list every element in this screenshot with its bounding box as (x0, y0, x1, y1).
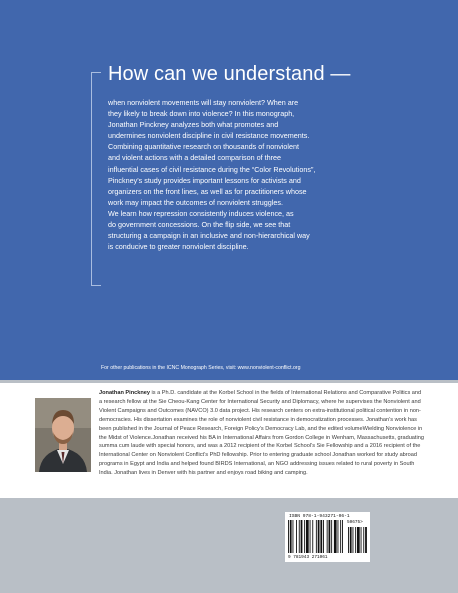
author-photo (35, 398, 91, 472)
blurb-line: We learn how repression consistently induces violence, as (108, 208, 294, 218)
blurb-line: when nonviolent movements will stay nonviolent? When are (108, 98, 299, 107)
barcode-addon-bar (363, 527, 364, 553)
blurb-line: undermines nonviolent discipline in civil resistance movements. (108, 131, 310, 141)
barcode-bar (331, 520, 332, 553)
barcode-bar (299, 520, 300, 553)
blurb-line: organizers on the front lines, as well as for practitioners whose (108, 186, 307, 196)
barcode-addon-bar (361, 527, 362, 553)
author-portrait-icon (35, 398, 91, 472)
blurb-line: influential cases of civil resistance during the “Color Revolutions”, (108, 164, 316, 174)
barcode-bar (290, 520, 292, 553)
blurb-line: they likely to break down into violence? In this monograph, (108, 109, 295, 119)
barcode-bar (306, 520, 309, 553)
blurb-line: work may impact the outcomes of nonviolent struggles. (108, 197, 283, 207)
blurb-line: structuring a campaign in an inclusive and non-hierarchical way (108, 231, 310, 241)
barcode-bar (323, 520, 324, 553)
blurb-line: is conducive to greater nonviolent discipline. (108, 242, 249, 252)
barcode-digits: 9 781943 271061 (288, 555, 328, 560)
cover-heading: How can we understand — (108, 63, 351, 85)
barcode-bar (340, 520, 341, 553)
barcode-bar (316, 520, 317, 553)
barcode (285, 512, 370, 562)
barcode-bar (329, 520, 331, 553)
blurb-line: do government concessions. On the flip side, we see that (108, 220, 291, 230)
barcode-bar (327, 520, 328, 553)
blurb-line: and violent actions with a detailed comparison of three (108, 153, 282, 163)
barcode-bar (312, 520, 313, 553)
barcode-addon-bar (353, 527, 354, 553)
author-bio (99, 389, 424, 478)
barcode-bar (293, 520, 294, 553)
barcode-addon-bar (350, 527, 352, 553)
barcode-bar (320, 520, 322, 553)
blurb (108, 97, 360, 252)
barcode-addon-bar (348, 527, 349, 553)
barcode-bar (334, 520, 337, 553)
barcode-bar (296, 520, 297, 553)
publications-note: For other publications in the ICNC Monograph Series, visit: www.nonviolent-conflict.org (101, 365, 301, 371)
barcode-bar (310, 520, 311, 553)
barcode-addon-bar (355, 527, 356, 553)
barcode-bar (342, 520, 343, 553)
barcode-addon-bar (357, 527, 360, 553)
barcode-addon-bar (365, 527, 367, 553)
barcode-bar (338, 520, 339, 553)
quote-bracket (91, 72, 101, 286)
author-name: Jonathan Pinckney (99, 390, 150, 396)
barcode-bars-icon (288, 520, 368, 554)
isbn-label: ISBN 978-1-943271-06-1 (289, 514, 350, 519)
barcode-bar (304, 520, 305, 553)
barcode-bar (288, 520, 289, 553)
blurb-line: Jonathan Pinckney analyzes both what promotes and (108, 120, 279, 130)
blurb-line: Pinckney’s study provides important lessons for activists and (108, 175, 301, 185)
barcode-addon: 50675> (347, 520, 363, 525)
barcode-bar (318, 520, 320, 553)
blurb-line: Combining quantitative research on thousands of nonviolent (108, 142, 299, 152)
author-bio-text: is a Ph.D. candidate at the Korbel School in the fields of International Relations and Comparative Politics and a research fellow at the Sie Cheou-Kang Center for International Security and Diplomacy, where he supervises the Nonviolent and Violent Campaigns and Outcomes (NAVCO) 3.0 data project. His research centers on extra-institutional political contention in non-democracies. His dissertation examines the role of nonviolent civil resistance in democratization processes. Jonathan’s work has been published in the Journal of Peace Research, Foreign Policy’s Democracy Lab, and the edited volumeWielding Nonviolence in the Midst of Violence.Jonathan received his BA in International Affairs from Gordon College in Wenham, Massachusetts, graduating summa cum laude with special honors, and was a 2012 recipient of the Korbel School’s Sie Fellowship and a 2016 recipient of the International Center on Nonviolent Conflict’s PhD fellowship. Prior to entering graduate school Jonathan worked for study abroad programs in Egypt and India and helped found BIRDS International, an NGO addressing issues related to rural poverty in South India. Jonathan lives in Denver with his partner and enjoys road biking and camping. (99, 390, 424, 477)
barcode-bar (301, 520, 303, 553)
